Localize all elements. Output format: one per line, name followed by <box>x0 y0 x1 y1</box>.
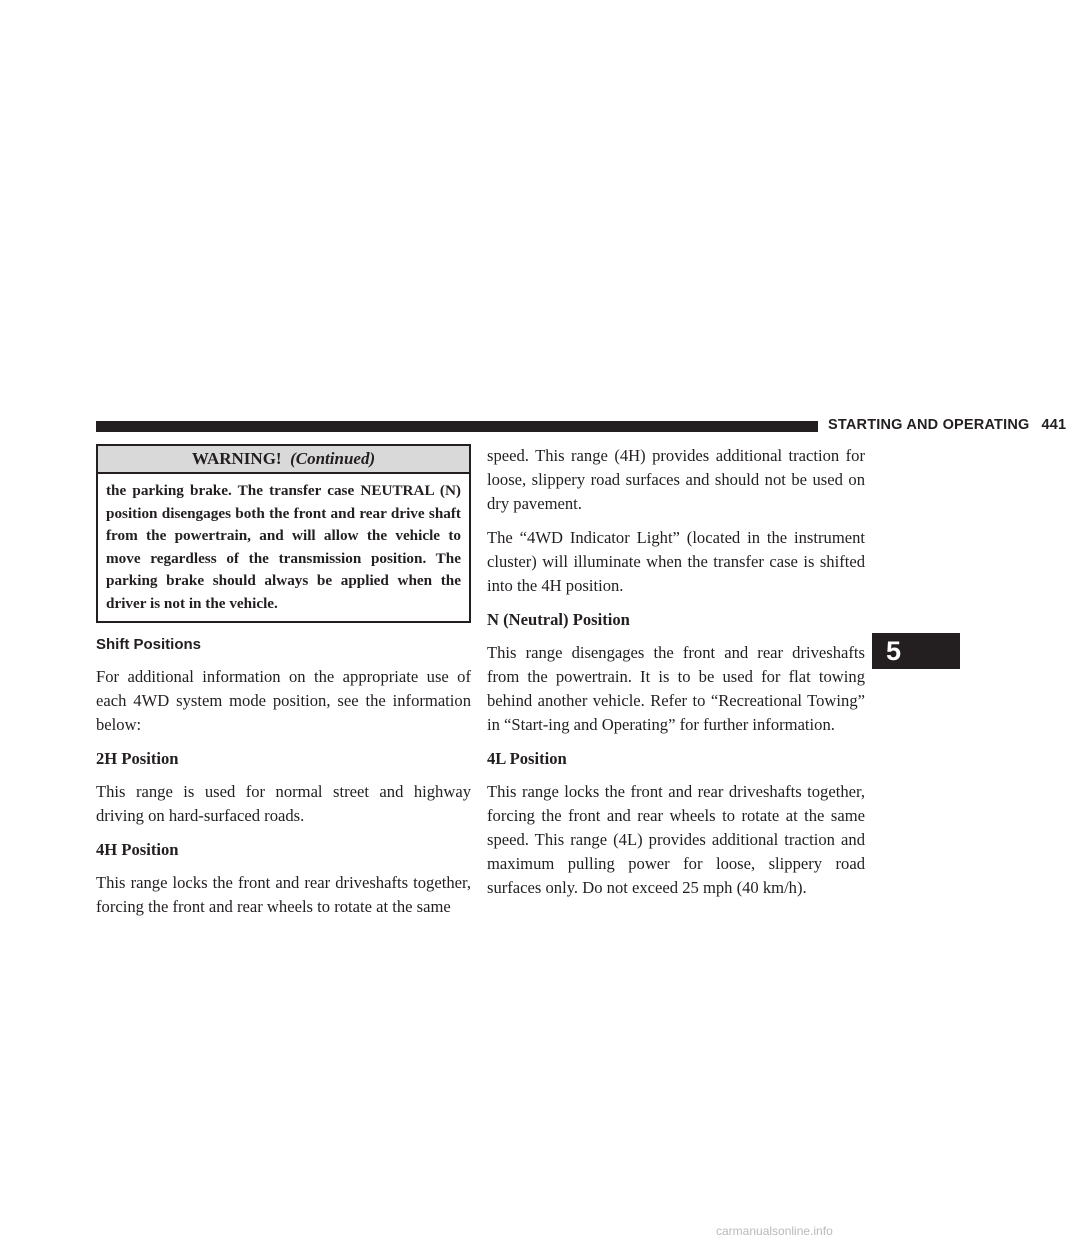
4l-heading: 4L Position <box>487 749 567 768</box>
4wd-indicator-text: The “4WD Indicator Light” (located in the instrument cluster) will illuminate when the transfer case is shifted into the 4H position. <box>487 528 865 595</box>
page-number: 441 <box>1041 417 1066 433</box>
section-title: STARTING AND OPERATING <box>828 417 1030 433</box>
neutral-text: This range disengages the front and rear driveshafts from the powertrain. It is to be used for flat towing behind another vehicle. Refer to “Recreational Towing” in “Start-ing and Operating” for further information. <box>487 643 865 734</box>
watermark: carmanualsonline.info <box>716 1224 833 1238</box>
warning-text: the parking brake. The transfer case NEUTRAL (N) position disengages both the front and rear drive shaft from the powertrain, and will allow the vehicle to move regardless of the transmission position. The parking brake should always be applied when the driver is not in the vehicle. <box>106 482 461 612</box>
neutral-heading: N (Neutral) Position <box>487 610 630 629</box>
right-column <box>487 444 865 910</box>
4h-heading: 4H Position <box>96 840 179 859</box>
chapter-tab: 5 <box>872 633 960 669</box>
2h-heading: 2H Position <box>96 749 179 768</box>
warning-continued: (Continued) <box>290 449 376 468</box>
running-header <box>828 417 1066 433</box>
warning-label: WARNING! <box>191 449 282 468</box>
4l-text: This range locks the front and rear driveshafts together, forcing the front and rear wheels to rotate at the same speed. This range (4L) provides additional traction and maximum pulling power for loose, slippery road surfaces only. Do not exceed 25 mph (40 km/h). <box>487 782 865 897</box>
left-column <box>96 444 471 929</box>
header-rule <box>96 421 818 432</box>
shift-positions-heading: Shift Positions <box>96 636 201 653</box>
shift-positions-intro: For additional information on the appropriate use of each 4WD system mode position, see the information below: <box>96 667 471 734</box>
4h-text-part2: speed. This range (4H) provides additional traction for loose, slippery road surfaces and should not be used on dry pavement. <box>487 446 865 513</box>
2h-text: This range is used for normal street and highway driving on hard-surfaced roads. <box>96 782 471 825</box>
4h-text-part1: This range locks the front and rear driveshafts together, forcing the front and rear wheels to rotate at the same <box>96 873 471 916</box>
warning-title <box>98 446 469 474</box>
warning-box <box>96 444 471 623</box>
